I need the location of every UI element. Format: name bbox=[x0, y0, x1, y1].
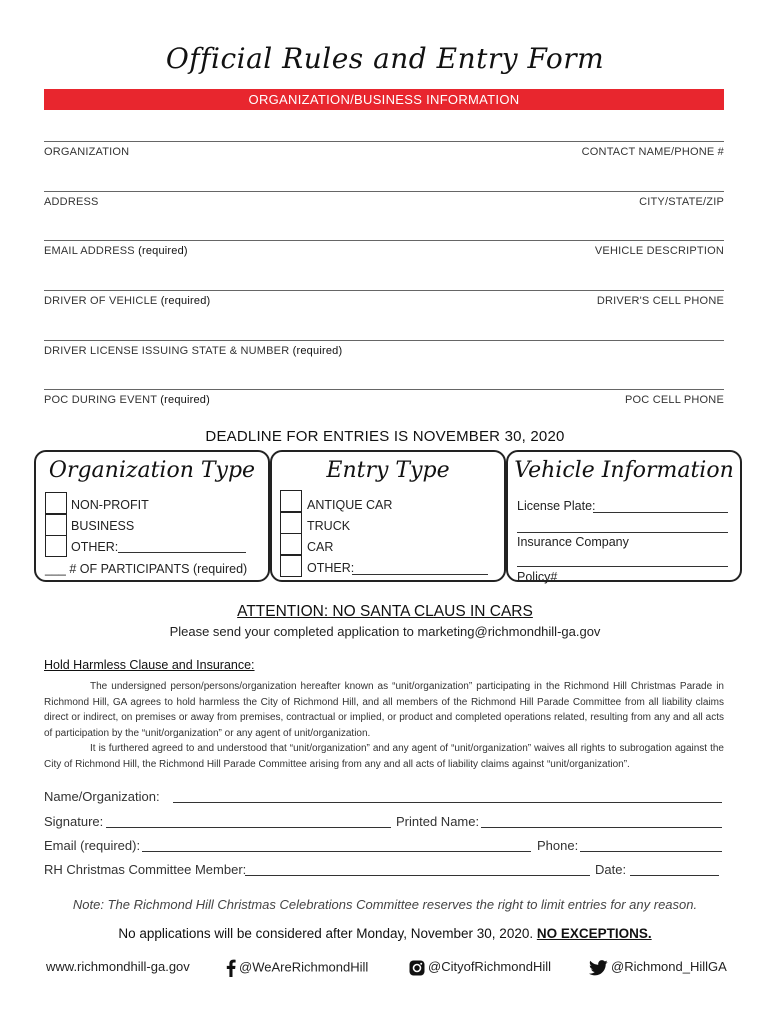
insurance-company-input[interactable] bbox=[517, 552, 728, 567]
email-required-input[interactable] bbox=[142, 837, 531, 852]
vehicle-description-label: VEHICLE DESCRIPTION bbox=[594, 245, 724, 257]
section-banner: ORGANIZATION/BUSINESS INFORMATION bbox=[44, 89, 724, 110]
email-label-text: EMAIL ADDRESS bbox=[44, 245, 135, 257]
non-profit-label: NON-PROFIT bbox=[71, 498, 149, 512]
instagram-handle: @CityofRichmondHill bbox=[428, 959, 552, 974]
send-instructions: Please send your completed application to marketing@richmondhill-ga.gov bbox=[169, 624, 601, 639]
hold-harmless-paragraph-2: It is furthered agreed to and understood that “unit/organization” and any agent of “unit/organization” waives all rights to subrogation against the City of Richmond Hill, the Richmond Hill Parade Committee arising from any and all acts of liability claims against “unit/organization”. bbox=[44, 743, 724, 770]
driver-field-line[interactable] bbox=[44, 290, 724, 291]
twitter-link[interactable] bbox=[589, 959, 727, 976]
no-applications-notice bbox=[0, 926, 770, 941]
name-organization-label: Name/Organization: bbox=[44, 789, 160, 804]
entry-type-title: Entry Type bbox=[326, 458, 450, 483]
facebook-icon bbox=[226, 959, 236, 977]
address-label: ADDRESS bbox=[44, 196, 99, 208]
required-marker: (required) bbox=[292, 345, 343, 357]
hold-harmless-paragraph-1: The undersigned person/persons/organization hereafter known as “unit/organization” participating in the Richmond Hill Christmas Parade in Richmond Hill, GA agrees to hold harmless the City of Richmond Hill, and all members of the Richmond Hill Parade Committee from all liability claims direct or indirect, on premises or away from premises, contractual or implied, or product and completed operations related, resulting from any and all acts of participation by the “unit/organization” or any agent of unit/organization. bbox=[44, 681, 724, 739]
truck-label: TRUCK bbox=[307, 519, 351, 533]
license-plate-input[interactable] bbox=[593, 498, 728, 513]
required-marker: (required) bbox=[193, 562, 248, 576]
committee-member-input[interactable] bbox=[245, 861, 590, 876]
antique-car-checkbox[interactable] bbox=[280, 490, 302, 512]
license-plate-line-2[interactable] bbox=[517, 518, 728, 533]
organization-label: ORGANIZATION bbox=[44, 146, 130, 158]
poc-label-text: POC DURING EVENT bbox=[44, 394, 158, 406]
email-field-line[interactable] bbox=[44, 240, 724, 241]
license-label bbox=[44, 345, 342, 357]
committee-member-label: RH Christmas Committee Member: bbox=[44, 862, 247, 877]
phone-input[interactable] bbox=[580, 837, 722, 852]
license-field-line[interactable] bbox=[44, 340, 724, 341]
website-link[interactable]: www.richmondhill-ga.gov bbox=[46, 959, 190, 974]
organization-field-line[interactable] bbox=[44, 141, 724, 142]
no-exceptions-text: NO EXCEPTIONS. bbox=[536, 926, 652, 941]
car-checkbox[interactable] bbox=[280, 533, 302, 555]
required-marker: (required) bbox=[160, 295, 211, 307]
deadline-heading: DEADLINE FOR ENTRIES IS NOVEMBER 30, 2020 bbox=[205, 428, 565, 445]
other-org-checkbox[interactable] bbox=[45, 535, 67, 557]
note-text: Note: The Richmond Hill Christmas Celebrations Committee reserves the right to limit entries for any reason. bbox=[72, 897, 698, 912]
date-input[interactable] bbox=[630, 861, 719, 876]
phone-label: Phone: bbox=[537, 838, 579, 853]
business-checkbox[interactable] bbox=[45, 514, 67, 536]
other-entry-input[interactable] bbox=[352, 560, 488, 575]
antique-car-label: ANTIQUE CAR bbox=[307, 498, 393, 512]
required-marker: (required) bbox=[160, 394, 210, 406]
twitter-handle: @Richmond_HillGA bbox=[611, 959, 727, 974]
city-label: CITY/STATE/ZIP bbox=[639, 196, 724, 208]
policy-label: Policy# bbox=[517, 570, 558, 584]
contact-label: CONTACT NAME/PHONE # bbox=[581, 146, 724, 158]
email-required-label: Email (required): bbox=[44, 838, 141, 853]
business-label: BUSINESS bbox=[71, 519, 135, 533]
instagram-icon bbox=[409, 960, 425, 976]
twitter-icon bbox=[589, 960, 608, 976]
printed-name-label: Printed Name: bbox=[396, 814, 480, 829]
address-field-line[interactable] bbox=[44, 191, 724, 192]
hold-harmless-title: Hold Harmless Clause and Insurance: bbox=[44, 658, 255, 672]
organization-type-title: Organization Type bbox=[48, 458, 256, 483]
participants-blank[interactable]: ___ bbox=[45, 562, 66, 576]
page-title: Official Rules and Entry Form bbox=[165, 42, 605, 75]
car-label: CAR bbox=[307, 540, 334, 554]
email-label bbox=[44, 245, 188, 257]
other-entry-checkbox[interactable] bbox=[280, 555, 302, 577]
other-org-label: OTHER: bbox=[71, 540, 119, 554]
participants-label bbox=[45, 562, 247, 576]
facebook-link[interactable] bbox=[226, 959, 368, 977]
poc-cell-label: POC CELL PHONE bbox=[625, 394, 724, 406]
non-profit-checkbox[interactable] bbox=[45, 492, 67, 514]
vehicle-information-title: Vehicle Information bbox=[514, 458, 734, 483]
facebook-handle: @WeAreRichmondHill bbox=[239, 959, 369, 975]
poc-field-line[interactable] bbox=[44, 389, 724, 390]
truck-checkbox[interactable] bbox=[280, 512, 302, 534]
other-org-input[interactable] bbox=[118, 538, 246, 553]
driver-cell-label: DRIVER'S CELL PHONE bbox=[596, 295, 724, 307]
attention-heading: ATTENTION: NO SANTA CLAUS IN CARS bbox=[237, 603, 533, 620]
license-label-text: DRIVER LICENSE ISSUING STATE & NUMBER bbox=[44, 345, 290, 357]
driver-label-text: DRIVER OF VEHICLE bbox=[44, 295, 158, 307]
insurance-company-label: Insurance Company bbox=[517, 535, 629, 549]
other-entry-label: OTHER: bbox=[307, 561, 355, 575]
printed-name-input[interactable] bbox=[481, 813, 722, 828]
no-applications-text: No applications will be considered after Monday, November 30, 2020. bbox=[118, 926, 534, 941]
instagram-link[interactable] bbox=[409, 959, 551, 976]
driver-label bbox=[44, 295, 210, 307]
poc-label bbox=[44, 394, 210, 406]
name-organization-input[interactable] bbox=[173, 788, 722, 803]
date-label: Date: bbox=[595, 862, 627, 877]
license-plate-label: License Plate: bbox=[517, 499, 596, 513]
required-marker: (required) bbox=[138, 245, 188, 257]
signature-label: Signature: bbox=[44, 814, 104, 829]
participants-text: # OF PARTICIPANTS bbox=[69, 562, 190, 576]
signature-input[interactable] bbox=[106, 813, 391, 828]
